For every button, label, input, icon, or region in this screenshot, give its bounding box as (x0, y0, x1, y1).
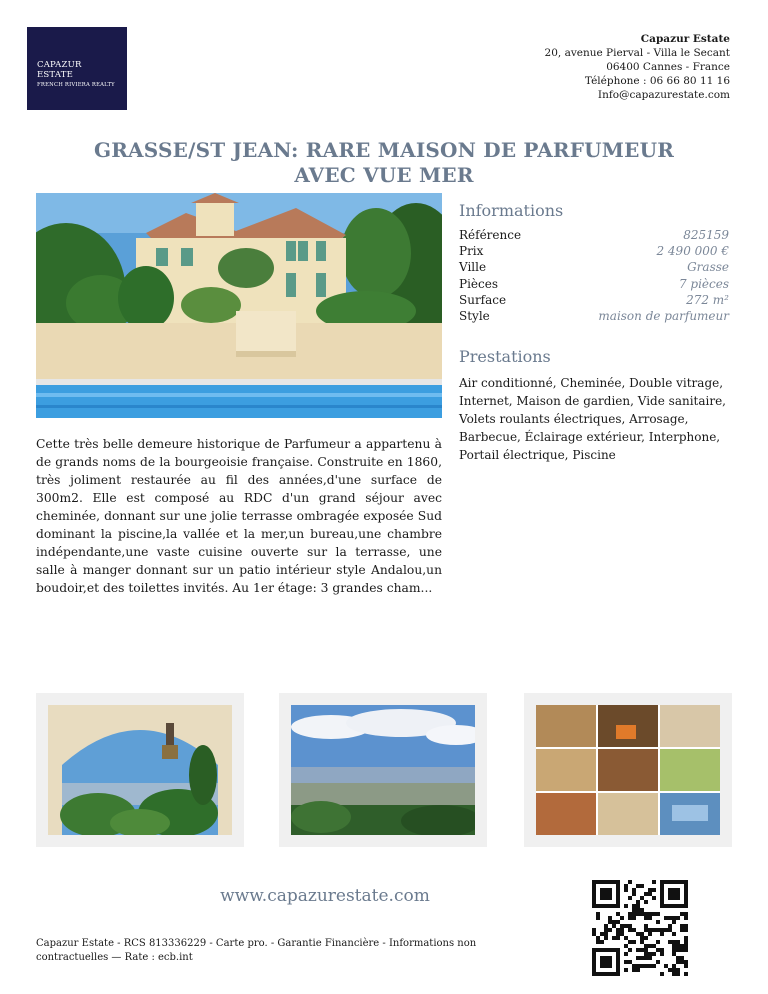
info-value: Grasse (687, 260, 729, 275)
info-row (459, 259, 729, 275)
gallery-photo-arch-view (36, 693, 244, 847)
info-value: maison de parfumeur (598, 309, 729, 324)
agency-address: 20, avenue Pierval - Villa le Secant (544, 47, 730, 59)
gallery-photo-interiors-collage (524, 693, 732, 847)
qr-code (592, 880, 688, 976)
photo-gallery (36, 693, 732, 847)
informations-table (459, 227, 729, 324)
property-description: Cette très belle demeure historique de Parfumeur a appartenu à de grands noms de la bourgeoisie française. Construite en 1860, très joliment restaurée au fil des années,d'une surface de 300m2. Elle est composé au RDC d'un grand séjour avec cheminée, donnant sur une jolie terrasse ombragée exposée Sud dominant la piscine,la vallée et la mer,un bureau,une chambre indépendante,une vaste cuisine ouverte sur la terrasse, une salle à manger donnant sur un patio intérieur style Andalou,un boudoir,et des toilettes invités. Au 1er étage: 3 grandes cham... (36, 437, 442, 595)
info-label: Ville (459, 260, 487, 275)
informations-heading: Informations (459, 201, 564, 220)
info-row (459, 292, 729, 308)
listing-title-line-2: AVEC VUE MER (294, 163, 474, 187)
info-row (459, 227, 729, 243)
prestations-list: Air conditionné, Cheminée, Double vitrage, Internet, Maison de gardien, Vide sanitaire, Volets roulants électriques, Arrosage, Barbecue, Éclairage extérieur, Interphone, Portail électrique, Piscine (459, 376, 726, 462)
gallery-photo-sea-view (279, 693, 487, 847)
info-label: Référence (459, 228, 522, 243)
agency-city: 06400 Cannes - France (606, 61, 730, 73)
listing-title-line-1: GRASSE/ST JEAN: RARE MAISON DE PARFUMEUR (93, 138, 675, 162)
info-row (459, 243, 729, 259)
info-value: 272 m² (686, 292, 729, 307)
info-value: 7 pièces (678, 276, 729, 291)
website-link[interactable]: www.capazurestate.com (220, 886, 430, 906)
info-row (459, 276, 729, 292)
info-value: 2 490 000 € (656, 244, 729, 259)
agency-logo (27, 27, 127, 110)
info-label: Pièces (459, 276, 498, 291)
info-row (459, 308, 729, 324)
listing-title (40, 138, 728, 188)
agency-contact (545, 32, 730, 102)
logo-line-2: FRENCH RIVIERA REALTY (37, 82, 115, 88)
info-label: Style (459, 309, 490, 324)
logo-line-1: CAPAZUR ESTATE (37, 60, 82, 80)
prestations-heading: Prestations (459, 347, 551, 366)
agency-email: Info@capazurestate.com (597, 89, 730, 101)
legal-footer: Capazur Estate - RCS 813336229 - Carte pro. - Garantie Financière - Informations non contractuelles — Rate : ecb.int (36, 938, 477, 963)
info-value: 825159 (683, 228, 729, 243)
agency-phone: Téléphone : 06 66 80 11 16 (584, 75, 730, 87)
main-property-photo (36, 193, 442, 418)
info-label: Surface (459, 292, 507, 307)
info-label: Prix (459, 244, 484, 259)
agency-name: Capazur Estate (640, 33, 730, 45)
